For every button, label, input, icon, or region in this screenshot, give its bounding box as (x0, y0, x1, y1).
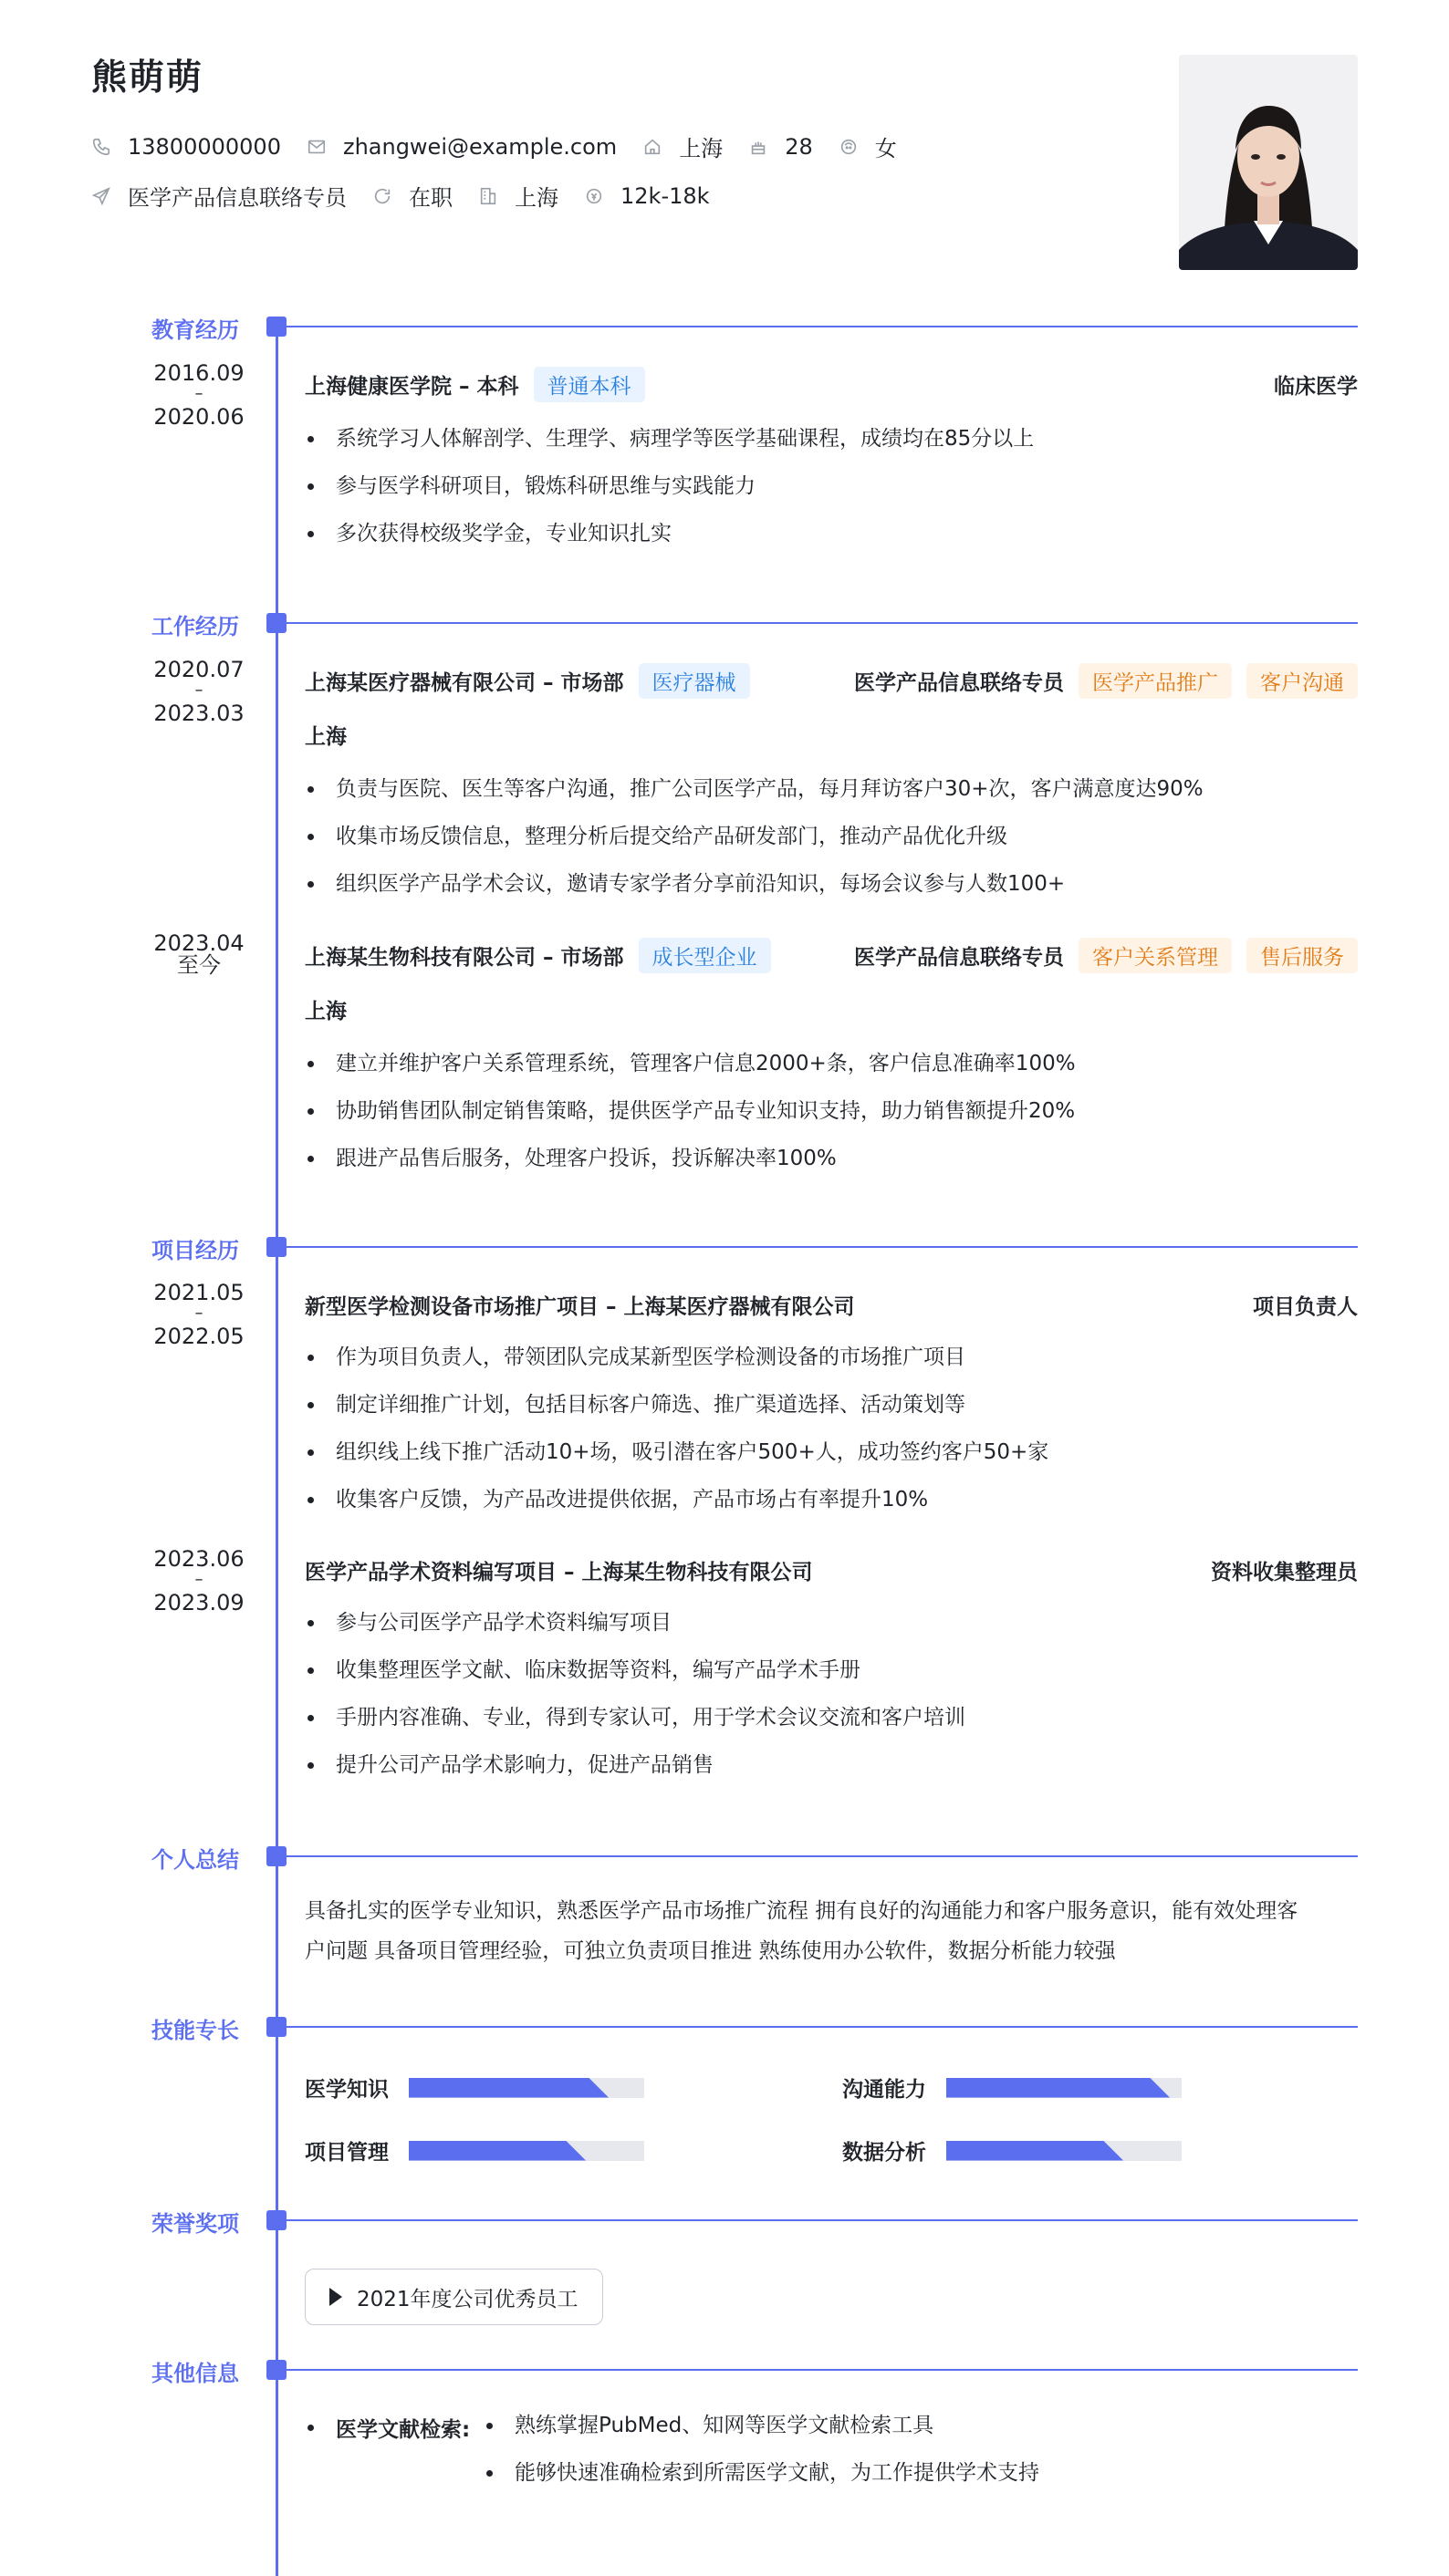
phone-item (91, 134, 281, 160)
list-item: 收集市场反馈信息，整理分析后提交给产品研发部门，推动产品优化升级 (305, 813, 1354, 860)
work-bullets (305, 765, 1354, 908)
section-title-education: 教育经历 (151, 317, 239, 343)
skill-bar-fill (409, 2141, 586, 2161)
skill-bar (409, 2078, 644, 2098)
skill-name: 医学知识 (305, 2078, 389, 2102)
email-text: zhangwei@example.com (342, 133, 618, 160)
major: 临床医学 (1274, 375, 1358, 399)
status-text: 在职 (409, 185, 453, 211)
project-bullets (305, 1599, 1354, 1789)
entry-date: 2020.07 – 2023.03 (153, 657, 245, 726)
work-location: 上海 (305, 1000, 347, 1023)
list-item: 收集整理医学文献、临床数据等资料，编写产品学术手册 (305, 1646, 1354, 1694)
candidate-name: 熊萌萌 (91, 57, 204, 99)
city-text: 上海 (679, 136, 724, 161)
list-item: 熟练掌握PubMed、知网等医学文献检索工具 (484, 2402, 1039, 2449)
project-role: 资料收集整理员 (1211, 1561, 1358, 1584)
skill-name: 项目管理 (305, 2141, 389, 2165)
list-item: 能够快速准确检索到所需医学文献，为工作提供学术支持 (484, 2449, 1039, 2497)
list-item: 作为项目负责人，带领团队完成某新型医学检测设备的市场推广项目 (305, 1334, 1354, 1381)
section-marker (266, 1846, 287, 1866)
list-item: 协助销售团队制定销售策略，提供医学产品专业知识支持，助力销售额提升20% (305, 1087, 1354, 1135)
list-item: 负责与医院、医生等客户沟通，推广公司医学产品，每月拜访客户30+次，客户满意度达90% (305, 765, 1354, 813)
honor-text: 2021年度公司优秀员工 (357, 2287, 579, 2311)
list-item: 组织医学产品学术会议，邀请专家学者分享前沿知识，每场会议参与人数100+ (305, 860, 1354, 908)
city-item (642, 130, 723, 162)
skill-tag: 售后服务 (1246, 938, 1358, 973)
skill-bar-fill (946, 2141, 1123, 2161)
work-title (305, 938, 771, 973)
project-title: 新型医学检测设备市场推广项目 – 上海某医疗器械有限公司 (305, 1295, 855, 1319)
role-text: 医学产品信息联络专员 (854, 946, 1064, 970)
gender-item (839, 130, 897, 162)
skill-item (842, 2135, 1182, 2166)
section-divider (287, 2369, 1358, 2371)
section-divider (287, 2026, 1358, 2028)
home-icon (642, 137, 662, 157)
work-role (854, 663, 1358, 699)
skill-tag: 医学产品推广 (1079, 663, 1232, 699)
section-title-honors: 荣誉奖项 (151, 2211, 239, 2237)
school-tag: 普通本科 (534, 367, 645, 402)
skill-name: 数据分析 (842, 2141, 926, 2165)
project-bullets (305, 1334, 1354, 1523)
section-divider (287, 1855, 1358, 1857)
salary-item (584, 183, 710, 209)
skill-name: 沟通能力 (842, 2078, 926, 2102)
status-item (372, 180, 453, 212)
position-text: 医学产品信息联络专员 (128, 185, 347, 211)
gender-text: 女 (874, 136, 897, 161)
skill-bar (946, 2078, 1182, 2098)
education-bullets (305, 415, 1354, 557)
phone-text: 13800000000 (128, 133, 281, 160)
skill-tag: 客户沟通 (1246, 663, 1358, 699)
contact-row (91, 130, 923, 162)
list-item: 参与医学科研项目，锻炼科研思维与实践能力 (305, 462, 1354, 510)
work-city-text: 上海 (515, 185, 558, 211)
phone-icon (91, 137, 111, 157)
project-role: 项目负责人 (1253, 1295, 1358, 1319)
refresh-icon (372, 186, 392, 206)
other-key: 医学文献检索: (305, 2413, 470, 2443)
work-city-item (478, 180, 558, 212)
summary-line: 户问题 具备项目管理经验，可独立负责项目推进 熟练使用办公软件，数据分析能力较强 (305, 1939, 1116, 1963)
skill-item (842, 2072, 1182, 2103)
skill-bar (946, 2141, 1182, 2161)
mail-icon (307, 137, 327, 157)
section-marker (266, 613, 287, 633)
section-title-summary: 个人总结 (151, 1847, 239, 1873)
face-icon (839, 137, 859, 157)
entry-date: 2023.06 – 2023.09 (153, 1546, 245, 1615)
job-intent-row (91, 180, 735, 212)
building-icon (478, 186, 498, 206)
role-text: 医学产品信息联络专员 (854, 671, 1064, 695)
section-divider (287, 326, 1358, 327)
cake-icon (748, 137, 768, 157)
education-title (305, 367, 645, 402)
section-title-skills: 技能专长 (151, 2018, 239, 2043)
school-name: 上海健康医学院 – 本科 (305, 375, 519, 399)
position-item (91, 180, 347, 212)
skill-bar-fill (409, 2078, 609, 2098)
age-item (748, 134, 813, 160)
list-item: 参与公司医学产品学术资料编写项目 (305, 1599, 1354, 1646)
section-marker (266, 317, 287, 337)
skill-bar (409, 2141, 644, 2161)
summary-line: 具备扎实的医学专业知识，熟悉医学产品市场推广流程 拥有良好的沟通能力和客户服务意识，能有效处理客 (305, 1899, 1298, 1923)
section-title-other: 其他信息 (151, 2361, 239, 2386)
entry-date: 2023.04 至今 (153, 930, 245, 978)
company-tag: 成长型企业 (639, 938, 771, 973)
company-name: 上海某生物科技有限公司 – 市场部 (305, 946, 624, 970)
list-item: 收集客户反馈，为产品改进提供依据，产品市场占有率提升10% (305, 1476, 1354, 1523)
list-item: 组织线上线下推广活动10+场，吸引潜在客户500+人，成功签约客户50+家 (305, 1428, 1354, 1476)
skill-tag: 客户关系管理 (1079, 938, 1232, 973)
section-marker (266, 2360, 287, 2380)
work-location: 上海 (305, 725, 347, 749)
list-item: 制定详细推广计划，包括目标客户筛选、推广渠道选择、活动策划等 (305, 1381, 1354, 1428)
list-item: 建立并维护客户关系管理系统，管理客户信息2000+条，客户信息准确率100% (305, 1040, 1354, 1087)
coin-icon (584, 186, 604, 206)
salary-text: 12k-18k (620, 182, 710, 209)
project-title: 医学产品学术资料编写项目 – 上海某生物科技有限公司 (305, 1561, 813, 1584)
list-item: 提升公司产品学术影响力，促进产品销售 (305, 1741, 1354, 1789)
list-item: 跟进产品售后服务，处理客户投诉，投诉解决率100% (305, 1135, 1354, 1182)
play-triangle-icon (329, 2288, 342, 2306)
work-role (854, 938, 1358, 973)
email-item (307, 134, 617, 160)
section-divider (287, 622, 1358, 624)
entry-date: 2021.05 – 2022.05 (153, 1280, 245, 1349)
section-marker (266, 1237, 287, 1257)
list-item: 系统学习人体解剖学、生理学、病理学等医学基础课程，成绩均在85分以上 (305, 415, 1354, 462)
list-item: 手册内容准确、专业，得到专家认可，用于学术会议交流和客户培训 (305, 1694, 1354, 1741)
work-title (305, 663, 750, 699)
section-marker (266, 2017, 287, 2037)
profile-photo (1179, 55, 1358, 270)
timeline-line (276, 325, 278, 2576)
summary-text (305, 1891, 1363, 1971)
company-tag: 医疗器械 (639, 663, 750, 699)
section-title-work: 工作经历 (151, 614, 239, 639)
skill-item (305, 2135, 644, 2166)
age-text: 28 (785, 133, 813, 160)
company-name: 上海某医疗器械有限公司 – 市场部 (305, 671, 624, 695)
other-list (484, 2402, 1039, 2497)
skill-bar-fill (946, 2078, 1170, 2098)
section-title-project: 项目经历 (151, 1238, 239, 1263)
section-divider (287, 2219, 1358, 2221)
honor-card[interactable] (305, 2269, 603, 2325)
list-item: 多次获得校级奖学金，专业知识扎实 (305, 510, 1354, 557)
section-divider (287, 1246, 1358, 1248)
skill-item (305, 2072, 644, 2103)
work-bullets (305, 1040, 1354, 1182)
entry-date: 2016.09 – 2020.06 (153, 360, 245, 430)
section-marker (266, 2210, 287, 2230)
send-icon (91, 186, 111, 206)
